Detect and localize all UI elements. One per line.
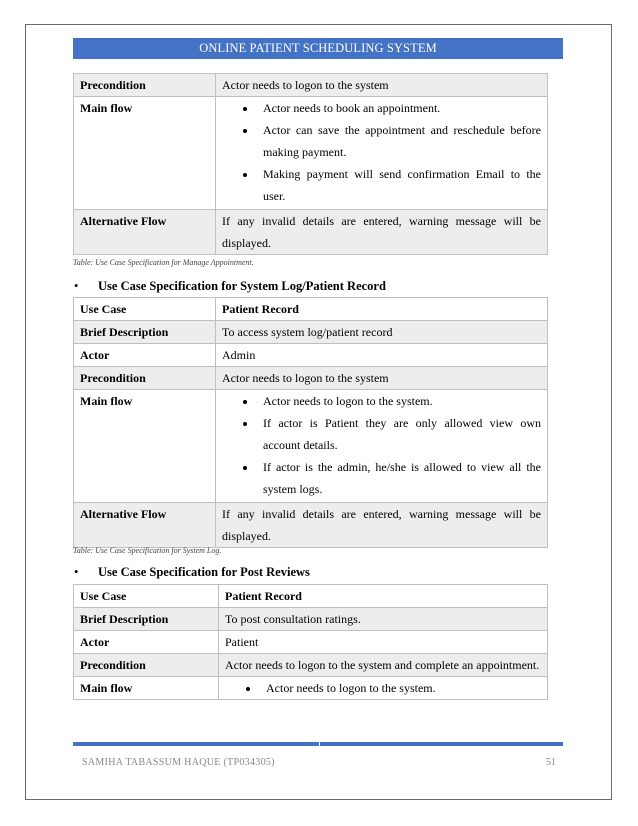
list-item: • If actor is the admin, he/she is allowed to view all the system logs. [257, 456, 541, 500]
footer-divider [73, 742, 563, 746]
header-title: ONLINE PATIENT SCHEDULING SYSTEM [199, 41, 437, 55]
row-value: Actor needs to logon to the system [216, 74, 548, 97]
list-item: • If actor is Patient they are only allowed view own account details. [257, 412, 541, 456]
table-row [74, 344, 548, 367]
post-reviews-table [73, 584, 548, 700]
bullet-icon: • [74, 565, 79, 579]
table-row [74, 367, 548, 390]
table-row [74, 390, 548, 503]
row-value: Actor needs to logon to the system [216, 367, 548, 390]
row-label: Actor [74, 344, 216, 367]
row-label: Main flow [74, 97, 216, 210]
table-row [74, 631, 548, 654]
system-log-table [73, 297, 548, 548]
row-value: Actor needs to logon to the system and complete an appointment. [219, 654, 548, 677]
section-heading [74, 279, 386, 294]
table-row [74, 97, 548, 210]
row-label: Precondition [74, 367, 216, 390]
main-flow-list-cell [216, 97, 548, 210]
row-label: Alternative Flow [74, 210, 216, 255]
row-value: If any invalid details are entered, warning message will be displayed. [216, 503, 548, 548]
table-row [74, 654, 548, 677]
row-label: Alternative Flow [74, 503, 216, 548]
main-flow-list-cell [219, 677, 548, 700]
main-flow-list [222, 390, 541, 500]
section-heading-text: Use Case Specification for System Log/Patient Record [98, 279, 386, 293]
table-row [74, 321, 548, 344]
row-value: If any invalid details are entered, warning message will be displayed. [216, 210, 548, 255]
section-heading-text: Use Case Specification for Post Reviews [98, 565, 310, 579]
bullet-icon: • [74, 279, 79, 293]
table-row [74, 677, 548, 700]
row-label: Use Case [74, 585, 219, 608]
footer-author: SAMIHA TABASSUM HAQUE (TP034305) [82, 757, 275, 768]
list-item: • Actor can save the appointment and reschedule before making payment. [257, 119, 541, 163]
table-row [74, 503, 548, 548]
row-value: Patient Record [216, 298, 548, 321]
row-label: Actor [74, 631, 219, 654]
row-value: To post consultation ratings. [219, 608, 548, 631]
main-flow-list-cell [216, 390, 548, 503]
list-item: • Actor needs to book an appointment. [257, 97, 541, 119]
row-label: Precondition [74, 654, 219, 677]
table-row [74, 585, 548, 608]
footer-divider-notch [319, 742, 320, 746]
list-item: • Actor needs to logon to the system. [260, 677, 541, 699]
manage-appointment-table [73, 73, 548, 255]
row-value: Admin [216, 344, 548, 367]
row-label: Main flow [74, 390, 216, 503]
table-caption: Table: Use Case Specification for Manage Appointment. [73, 258, 254, 267]
row-label: Use Case [74, 298, 216, 321]
main-flow-list [222, 97, 541, 207]
table-row [74, 74, 548, 97]
row-label: Brief Description [74, 321, 216, 344]
row-value: Patient Record [219, 585, 548, 608]
section-heading [74, 565, 310, 580]
page-header [73, 38, 563, 59]
row-value: To access system log/patient record [216, 321, 548, 344]
table-row [74, 608, 548, 631]
list-item: • Actor needs to logon to the system. [257, 390, 541, 412]
main-flow-list [225, 677, 541, 699]
row-label: Brief Description [74, 608, 219, 631]
table-caption: Table: Use Case Specification for System Log. [73, 546, 222, 555]
row-value: Patient [219, 631, 548, 654]
row-label: Precondition [74, 74, 216, 97]
table-row [74, 298, 548, 321]
table-row [74, 210, 548, 255]
page-number: 51 [546, 757, 556, 768]
list-item: • Making payment will send confirmation Email to the user. [257, 163, 541, 207]
row-label: Main flow [74, 677, 219, 700]
